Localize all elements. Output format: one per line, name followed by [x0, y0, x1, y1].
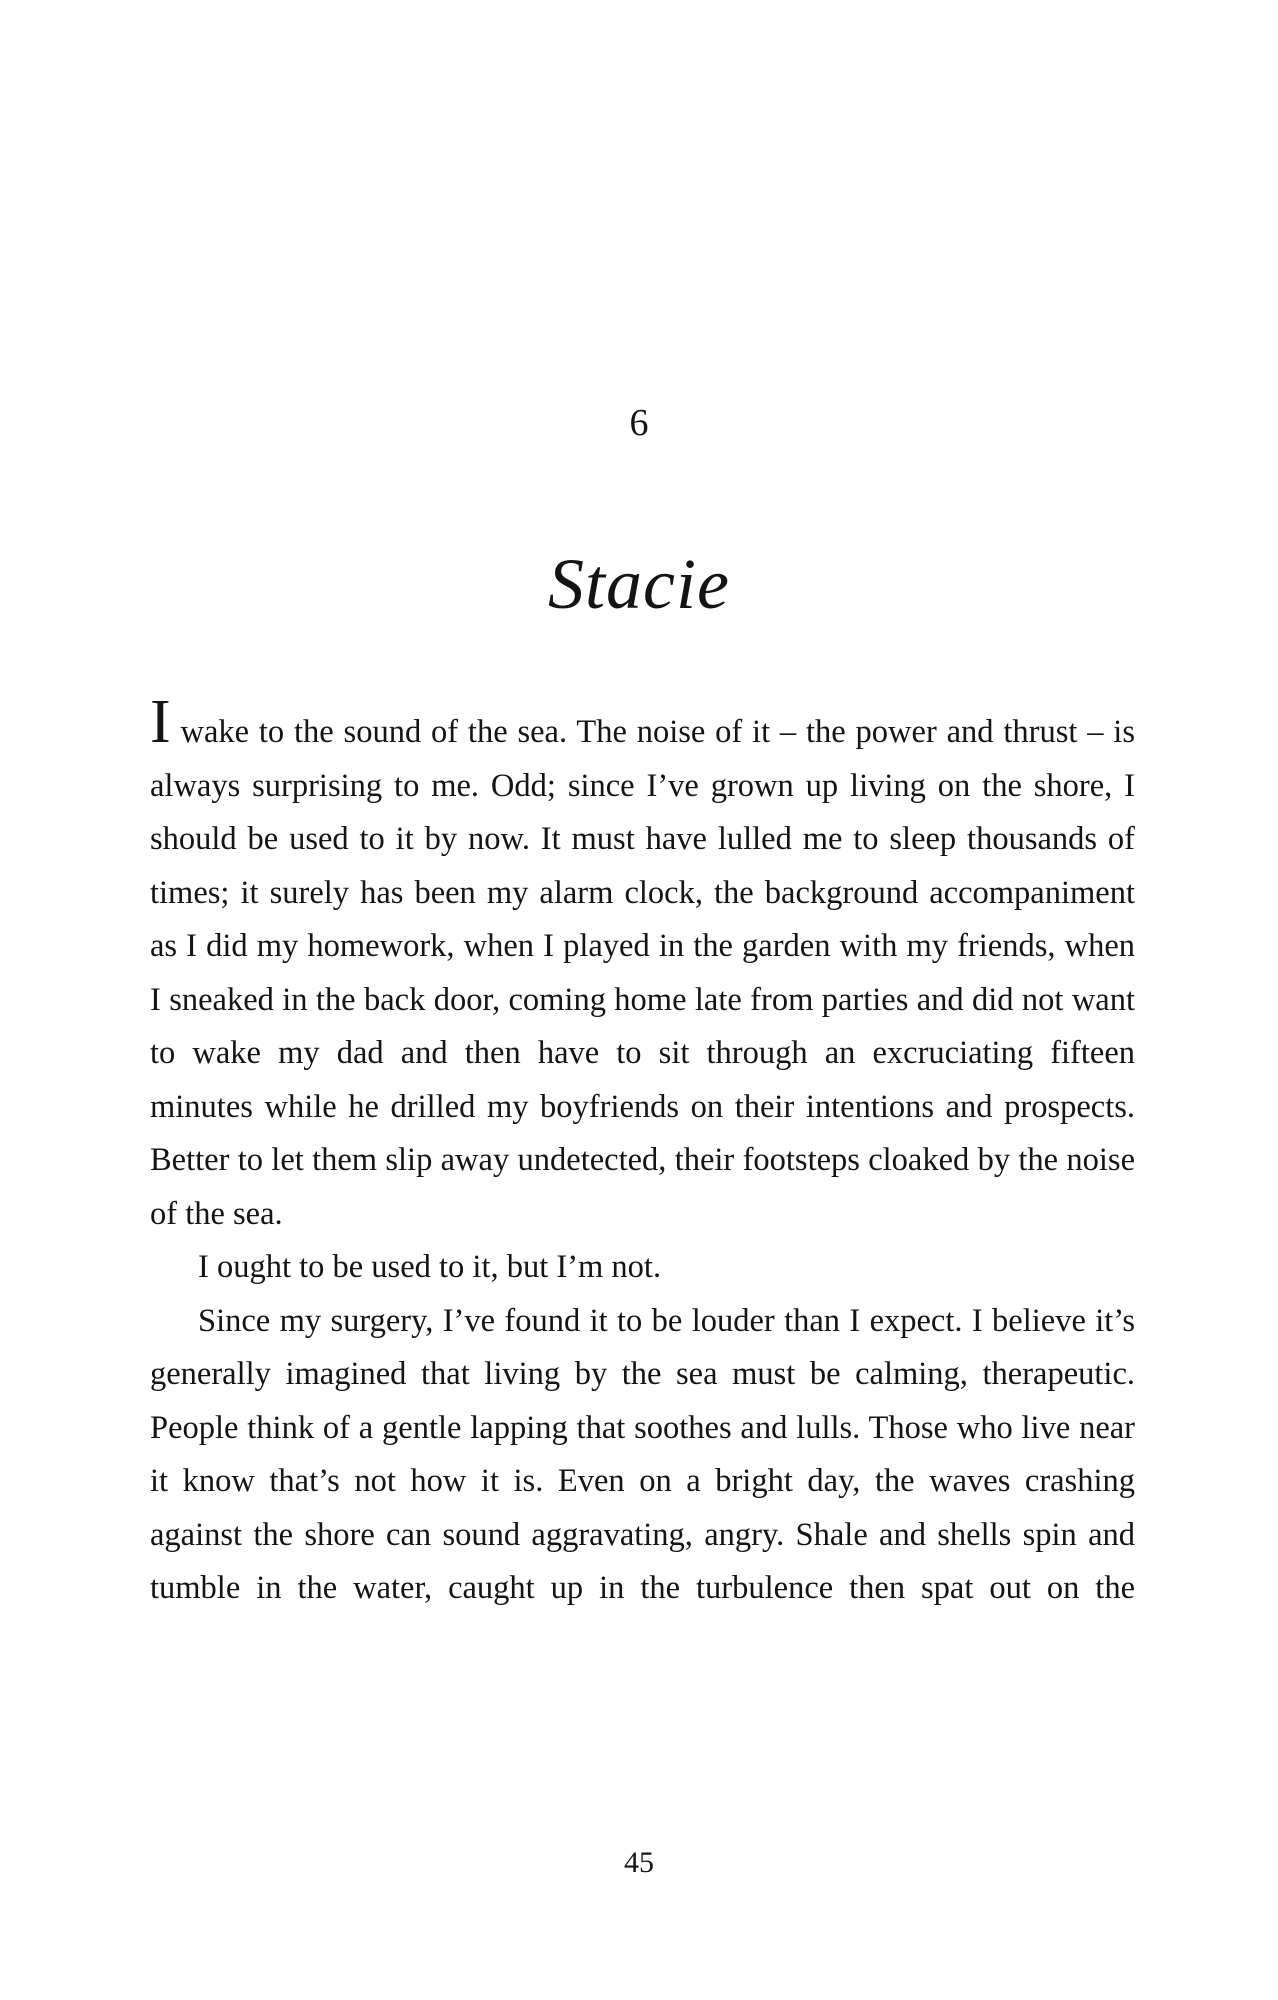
body-text	[150, 688, 1135, 1616]
paragraph-2: I ought to be used to it, but I’m not.	[198, 1249, 662, 1285]
chapter-number: 6	[629, 402, 649, 444]
paragraph-1-text: wake to the sound of the sea. The noise of it – the power and thrust – is always surprising to me. Odd; since I’ve grown up living on the shore, I should be used to it by now. It must have lulled me to sleep thousands of times; it surely has been my alarm clock, the background accompaniment as I did my homework, when I played in the garden with my friends, when I sneaked in the back door, coming home late from parties and did not want to wake my dad and then have to sit through an excruciating fifteen minutes while he drilled my boyfriends on their intentions and prospects. Better to let them slip away undetected, their footsteps cloaked by the noise of the sea.	[150, 714, 1135, 1232]
chapter-title: Stacie	[548, 544, 730, 624]
drop-cap: I	[150, 688, 171, 756]
page-number: 45	[624, 1846, 654, 1879]
paragraph-3: Since my surgery, I’ve found it to be louder than I expect. I believe it’s generally imagined that living by the sea must be calming, therapeutic. People think of a gentle lapping that soothes and lulls. Those who live near it know that’s not how it is. Even on a bright day, the waves crashing against the shore can sound aggravating, angry. Shale and shells spin and tumble in the water, caught up in the turbulence then spat out on the	[150, 1302, 1135, 1606]
paragraph-1	[150, 688, 1135, 1241]
